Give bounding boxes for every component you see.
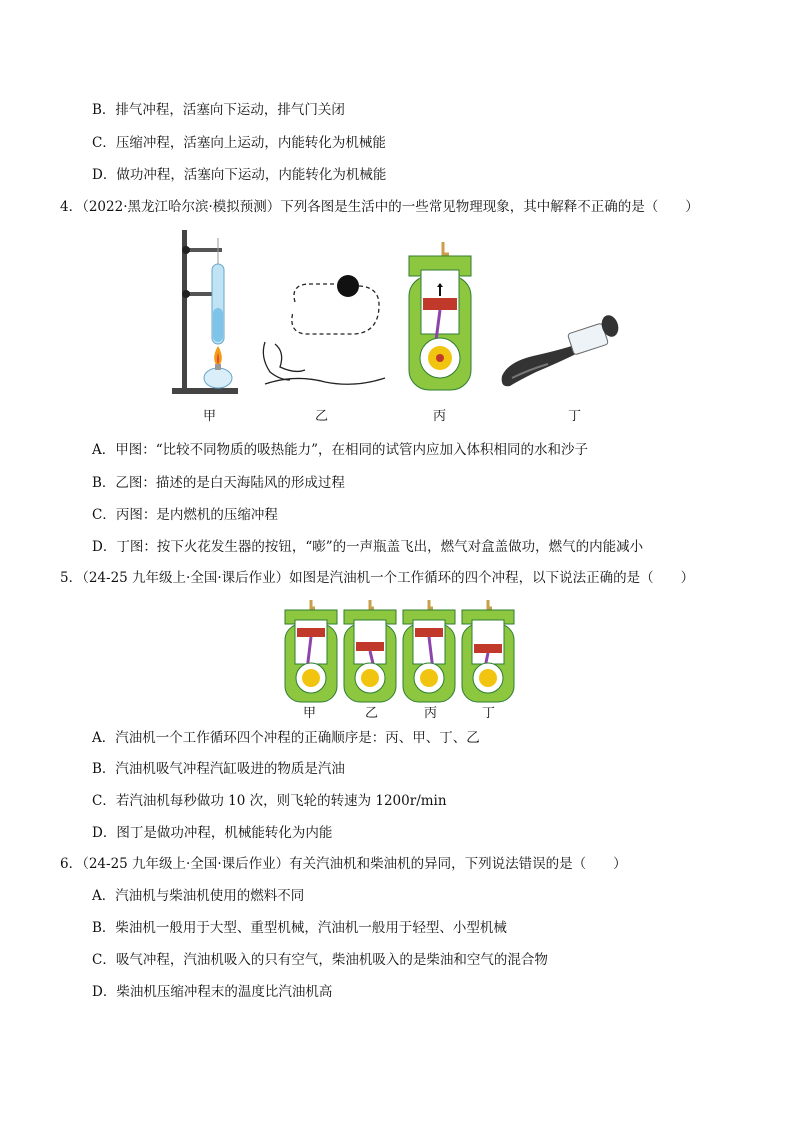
q4-figure-ding-igniter <box>498 310 620 392</box>
q5-caption-yi: 乙 <box>365 706 379 721</box>
q4-caption-jia: 甲 <box>203 409 217 424</box>
q3-option-c: C．压缩冲程，活塞向上运动，内能转化为机械能 <box>92 135 386 151</box>
q5-stem: 5．（24-25 九年级上·全国·课后作业）如图是汽油机一个工作循环的四个冲程，以下说法正确的是（ ） <box>60 570 695 586</box>
q4-option-a: A．甲图：“比较不同物质的吸热能力”，在相同的试管内应加入体积相同的水和沙子 <box>92 442 589 458</box>
q4-caption-bing: 丙 <box>433 409 447 424</box>
q5-caption-bing: 丙 <box>424 706 438 721</box>
q6-stem: 6．（24-25 九年级上·全国·课后作业）有关汽油机和柴油机的异同，下列说法错误的是（ ） <box>60 856 627 872</box>
q4-figure-jia-heating-apparatus <box>170 228 240 398</box>
q5-figure-engine-strokes <box>283 598 517 704</box>
q6-option-b: B．柴油机一般用于大型、重型机械，汽油机一般用于轻型、小型机械 <box>92 920 507 936</box>
engine-ding <box>462 600 514 702</box>
q5-option-b: B．汽油机吸气冲程汽缸吸进的物质是汽油 <box>92 761 345 777</box>
engine-bing <box>403 600 455 702</box>
engine-jia <box>285 600 337 702</box>
q4-option-d: D．丁图：按下火花发生器的按钮，“嘭”的一声瓶盖飞出，燃气对盒盖做功，燃气的内能减小 <box>92 539 644 555</box>
q3-option-d: D．做功冲程，活塞向下运动，内能转化为机械能 <box>92 167 387 183</box>
q5-option-d: D．图丁是做功冲程，机械能转化为内能 <box>92 825 333 841</box>
q6-option-c: C．吸气冲程，汽油机吸入的只有空气，柴油机吸入的是柴油和空气的混合物 <box>92 952 548 968</box>
q5-caption-jia: 甲 <box>303 706 317 721</box>
q5-option-c: C．若汽油机每秒做功 10 次，则飞轮的转速为 1200r/min <box>92 793 447 809</box>
q4-caption-ding: 丁 <box>568 409 582 424</box>
q4-figure-yi-sea-land-breeze <box>255 262 390 392</box>
q6-option-d: D．柴油机压缩冲程末的温度比汽油机高 <box>92 984 333 1000</box>
q4-option-b: B．乙图：描述的是白天海陆风的形成过程 <box>92 475 345 491</box>
q4-option-c: C．丙图：是内燃机的压缩冲程 <box>92 507 278 523</box>
q6-option-a: A．汽油机与柴油机使用的燃料不同 <box>92 888 305 904</box>
q4-stem: 4．（2022·黑龙江哈尔滨·模拟预测）下列各图是生活中的一些常见物理现象，其中解释不正确的是（ ） <box>60 199 699 215</box>
q5-option-a: A．汽油机一个工作循环四个冲程的正确顺序是：丙、甲、丁、乙 <box>92 730 480 746</box>
q5-caption-ding: 丁 <box>482 706 496 721</box>
q4-figure-bing-engine <box>405 240 475 395</box>
q4-caption-yi: 乙 <box>315 409 329 424</box>
q3-option-b: B．排气冲程，活塞向下运动，排气门关闭 <box>92 102 345 118</box>
engine-yi <box>344 600 396 702</box>
